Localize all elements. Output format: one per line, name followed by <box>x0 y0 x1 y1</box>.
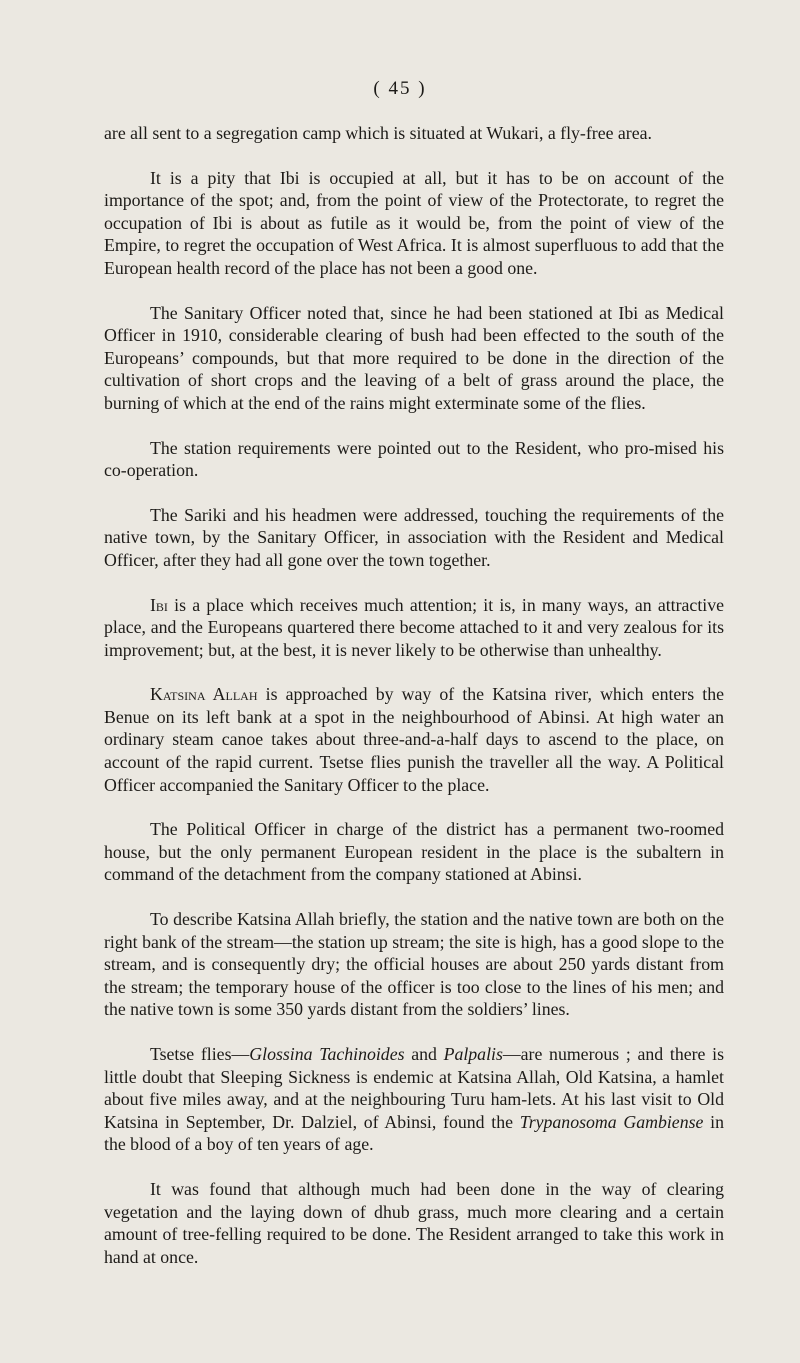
paragraph-clearing-work: It was found that although much had been done in the way of clearing vegetation and the laying down of dhub grass, much more clearing and a certain amount of tree-felling required to be done. The Resident arranged to take this work in hand at once. <box>104 1178 724 1267</box>
paragraph-katsina-allah-approach <box>104 683 724 796</box>
paragraph-sanitary-officer-clearing: The Sanitary Officer noted that, since he had been stationed at Ibi as Medical Officer in 1910, considerable clearing of bush had been effected to the south of the Europeans’ compounds, but that more required to be done in the direction of the cultivation of short crops and the leaving of a belt of grass around the place, the burning of which at the end of the rains might exterminate some of the flies. <box>104 302 724 413</box>
text-body <box>104 122 724 1290</box>
page-number: ( 45 ) <box>373 78 427 99</box>
text-run: in the blood of a boy of ten years of age. <box>104 1111 725 1155</box>
paragraph-text: is a place which receives much attention; it is, in many ways, an attractive place, and the Europeans quartered there become attached to it and very zealous for its improvement; but, at the best, it is never likely to be otherwise than unhealthy. <box>104 594 724 660</box>
paragraph-lead-ibi: Ibi <box>150 594 168 615</box>
paragraph-continuation: are all sent to a segregation camp which is situated at Wukari, a fly-free area. <box>104 123 652 143</box>
paragraph-political-officer: The Political Officer in charge of the district has a permanent two-roomed house, but the only permanent European resident in the place is the subaltern in command of the detachment from the company stationed at Abinsi. <box>104 819 724 885</box>
paragraph-station-requirements: The station requirements were pointed out to the Resident, who pro-mised his co-operation. <box>104 437 724 481</box>
text-run: and <box>404 1044 444 1064</box>
text-run: —are numerous ; and there is little doubt that Sleeping Sickness is endemic at Katsina Allah, Old Katsina, a hamlet about five miles away, and at the neighbouring Turu ham-lets. At his last visit to Old Katsina in September, Dr. Dalziel, of Abinsi, found the <box>104 1044 724 1132</box>
paragraph-katsina-description: To describe Katsina Allah briefly, the station and the native town are both on the right bank of the stream—the station up stream; the site is high, has a good slope to the stream, and is consequently dry; the official houses are about 250 yards distant from the stream; the temporary house of the officer is too close to the lines of his men; and the native town is some 350 yards distant from the soldiers’ lines. <box>104 909 724 1020</box>
species-name-palpalis: Palpalis <box>443 1044 503 1064</box>
species-name-trypanosoma: Trypanosoma Gambiense <box>519 1111 704 1132</box>
paragraph-tsetse-flies <box>104 1043 724 1156</box>
paragraph-text: is approached by way of the Katsina river, which enters the Benue on its left bank at a spot in the neighbourhood of Abinsi. At high water an ordinary steam canoe takes about three-and-a-half days to ascend to the place, on account of the rapid current. Tsetse flies punish the traveller all the way. A Political Officer accompanied the Sanitary Officer to the place. <box>104 684 724 795</box>
species-name-glossina: Glossina Tachinoides <box>249 1044 405 1064</box>
paragraph-lead-katsina-allah: Katsina Allah <box>150 684 258 705</box>
paragraph-ibi-occupation: It is a pity that Ibi is occupied at all, but it has to be on account of the importance of the spot; and, from the point of view of the Protectorate, to regret the occupation of Ibi is about as futile as it would be, from the point of view of the Empire, to regret the occupation of West Africa. It is almost superfluous to add that the European health record of the place has not been a good one. <box>104 167 724 278</box>
text-run: Tsetse flies— <box>150 1044 250 1064</box>
paragraph-ibi-summary <box>104 594 724 662</box>
paragraph-sariki-headmen: The Sariki and his headmen were addressed, touching the requirements of the native town, by the Sanitary Officer, in association with the Resident and Medical Officer, after they had all gone over the town together. <box>104 504 724 570</box>
